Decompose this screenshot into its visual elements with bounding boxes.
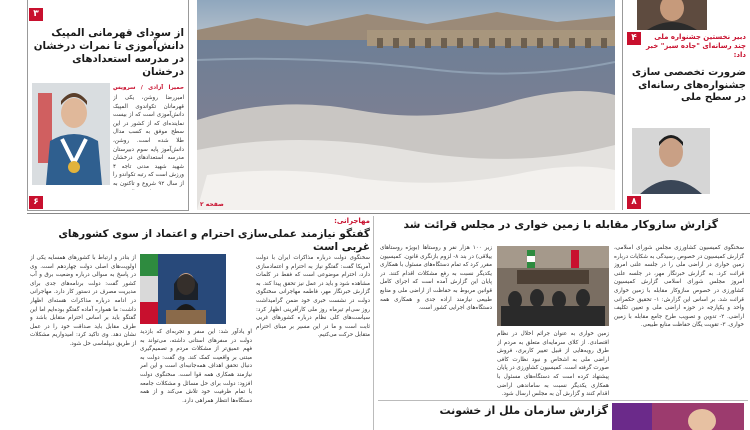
interviewee-photo [632, 128, 710, 194]
festival-secretary-photo [637, 0, 707, 30]
spokesperson-photo [140, 254, 226, 324]
page-ref-badge-right1: ۴ [627, 32, 641, 45]
photo-page-ref: صفحه ۲ [200, 201, 224, 208]
land-grab-col3: زیر ۱۰۰ هزار نفر و روستاها (بویژه روستاهای ییلاقی) در بند ۸- لزوم بازنگری قانون. کمیسیون مقرر کرد که تمام دستگاه‌های مسئول با همکاری یکدیگر نسبت به رفع مشکلات اقدام کنند. در پایان این گزارش آمده است که اجرای کامل قوانین مربوط به حفاظت از اراضی ملی و منابع طبیعی نیازمند اراده جدی و همکاری همه دستگاه‌های اجرایی کشور است. [380, 245, 492, 312]
land-grab-col2: زمین خواری به عنوان جرائم اخلال در نظام اقتصادی. از کلای سرمایه‌ای متعلق به مردم از طرق رویه‌هایی از قبیل تغییر کاربری، فروش اراضی ملی به اشخاص و نبود نظارت کافی صورت گرفته است. کمیسیون کشاورزی در پایان پیشنهاد کرده است که دستگاه‌های مسئول با همکاری یکدیگر نسبت به ساماندهی اراضی اقدام کنند و گزارش آن به مجلس ارسال شود. [497, 331, 609, 398]
page-ref-badge-top: ۳ [29, 8, 43, 21]
dialogue-col2: او یادآور شد: این سفر و تجربه‌ای که بازدید دولت در سفرهای استانی داشته، می‌تواند به فهم عمیق‌تر از مشکلات مردم و تصمیم‌گیری مبتنی بر واقعیت کمک کند. وی گفت: دولت به دنبال تحقق اهداف همه‌جانبه‌ای است و این امر نیازمند همکاری همه قوا است. سخنگوی دولت افزود: دولت برای حل مسائل و مشکلات جامعه با تمام ظرفیت خود تلاش می‌کند و از همه دستگاه‌ها انتظار همراهی دارد. [140, 329, 252, 404]
right-headline[interactable]: ضرورت تخصصی سازی جشنواره‌های رسانه‌ای در سطح ملی [631, 67, 746, 103]
dialogue-col1: سخنگوی دولت درباره مذاکرات ایران با دولت آمریکا گفت: گفتگو نیاز به احترام و اعتمادسازی دارد، احترام موضوعی است که فقط در کلمات مشاهده شود و باید در عمل نیز تحقق پیدا کند. به گزارش خبرنگار مهر، فاطمه مهاجرانی سخنگوی دولت در نشست خبری خود ضمن گرامیداشت روز سی‌ام تیرماه روز ملی کارآفرینی اظهار کرد: سیاست‌های کلی نظام درباره کشورهای غربی ثابت است و ما در این مسیر بر مبنای احترام متقابل حرکت می‌کنیم. [256, 255, 370, 339]
left-reporter: حمیرا آزادی / سرویس [113, 85, 184, 91]
article-kicker: مهاجرانی: [334, 217, 370, 225]
land-grab-headline[interactable]: گزارش سازوکار مقابله با زمین خواری در مجلس قرائت شد [403, 218, 718, 231]
river-bridge-photo [197, 0, 615, 210]
athlete-photo [32, 83, 110, 185]
page-ref-badge-bottom: ۶ [29, 196, 43, 209]
bottom-divider [378, 400, 748, 401]
un-report-photo [612, 403, 744, 430]
right-kicker: دبیر نخستین جشنواره ملی چند رسانه‌ای "جاده سبز" خبر داد: [646, 33, 746, 59]
left-body: امیررضا روشن، یکی از قهرمانان تکواندوی المپیک دانش‌آموزی است که از بیست نماینده‌ای که از کشور در این سطح موفق به کسب مدال طلا شده است. روشن، دانش‌آموز پایه سوم دبیرستان مدرسه استعدادهای درخشان شهید شهید مدنی تاجه ۴ ورزش است که رتبه تکواندو را از سال ۹۲ شروع و تاکنون به [113, 95, 184, 187]
dialogue-headline[interactable]: گفتگو نیازمند عملی‌سازی احترام و اعتماد از سوی کشورهای غربی است [58, 228, 370, 254]
article-divider [373, 216, 374, 430]
dialogue-col3: از بنادر و ارتباط با کشورهای همسایه یکی از اولویت‌های اصلی دولت چهاردهم است. وی در پاسخ به سوالی درباره وضعیت برق و آب کشور گفت: دولت برنامه‌های جدی برای مدیریت مصرف در دستور کار دارد. مهاجرانی در ادامه درباره مذاکرات هسته‌ای اظهار داشت: ما همواره آماده گفتگو بوده‌ایم اما این گفتگو باید بر اساس احترام متقابل باشد و طرف مقابل باید صداقت خود را در عمل نشان دهد. وی تاکید کرد: امیدواریم مشکلات از طریق دیپلماسی حل شود. [30, 255, 136, 347]
parliament-photo [497, 246, 609, 326]
un-report-headline[interactable]: گزارش سازمان ملل از خشونت [439, 404, 608, 417]
page-ref-badge-right2: ۸ [627, 196, 641, 209]
left-headline[interactable]: از سودای قهرمانی المپیک دانش‌آموزی تا نمرات درخشان در مدرسه استعدادهای درخشان [33, 27, 184, 78]
land-grab-col1: سخنگوی کمیسیون کشاورزی مجلس شورای اسلامی، گزارش کمیسیون در خصوص رسیدگی به شکایات درباره زمین خواری در اراضی ملی را در جلسه علنی امروز قرائت کرد. به گزارش خبرنگار مهر، در جلسه علنی امروز مجلس شورای اسلامی گزارش کمیسیون کشاورزی در خصوص سازوکار مقابله با زمین خواری قرائت شد. بر اساس این گزارش: ۱- تحقیق حکمرانی واحد و یکپارچه در حوزه اراضی ملی و تعیین تکلیف اراضی. ۲- تدوین و تصویب طرح جامع مقابله با زمین خواری. ۳- تقویت یگان حفاظت منابع طبیعی. [614, 245, 744, 329]
section-divider [27, 213, 750, 214]
